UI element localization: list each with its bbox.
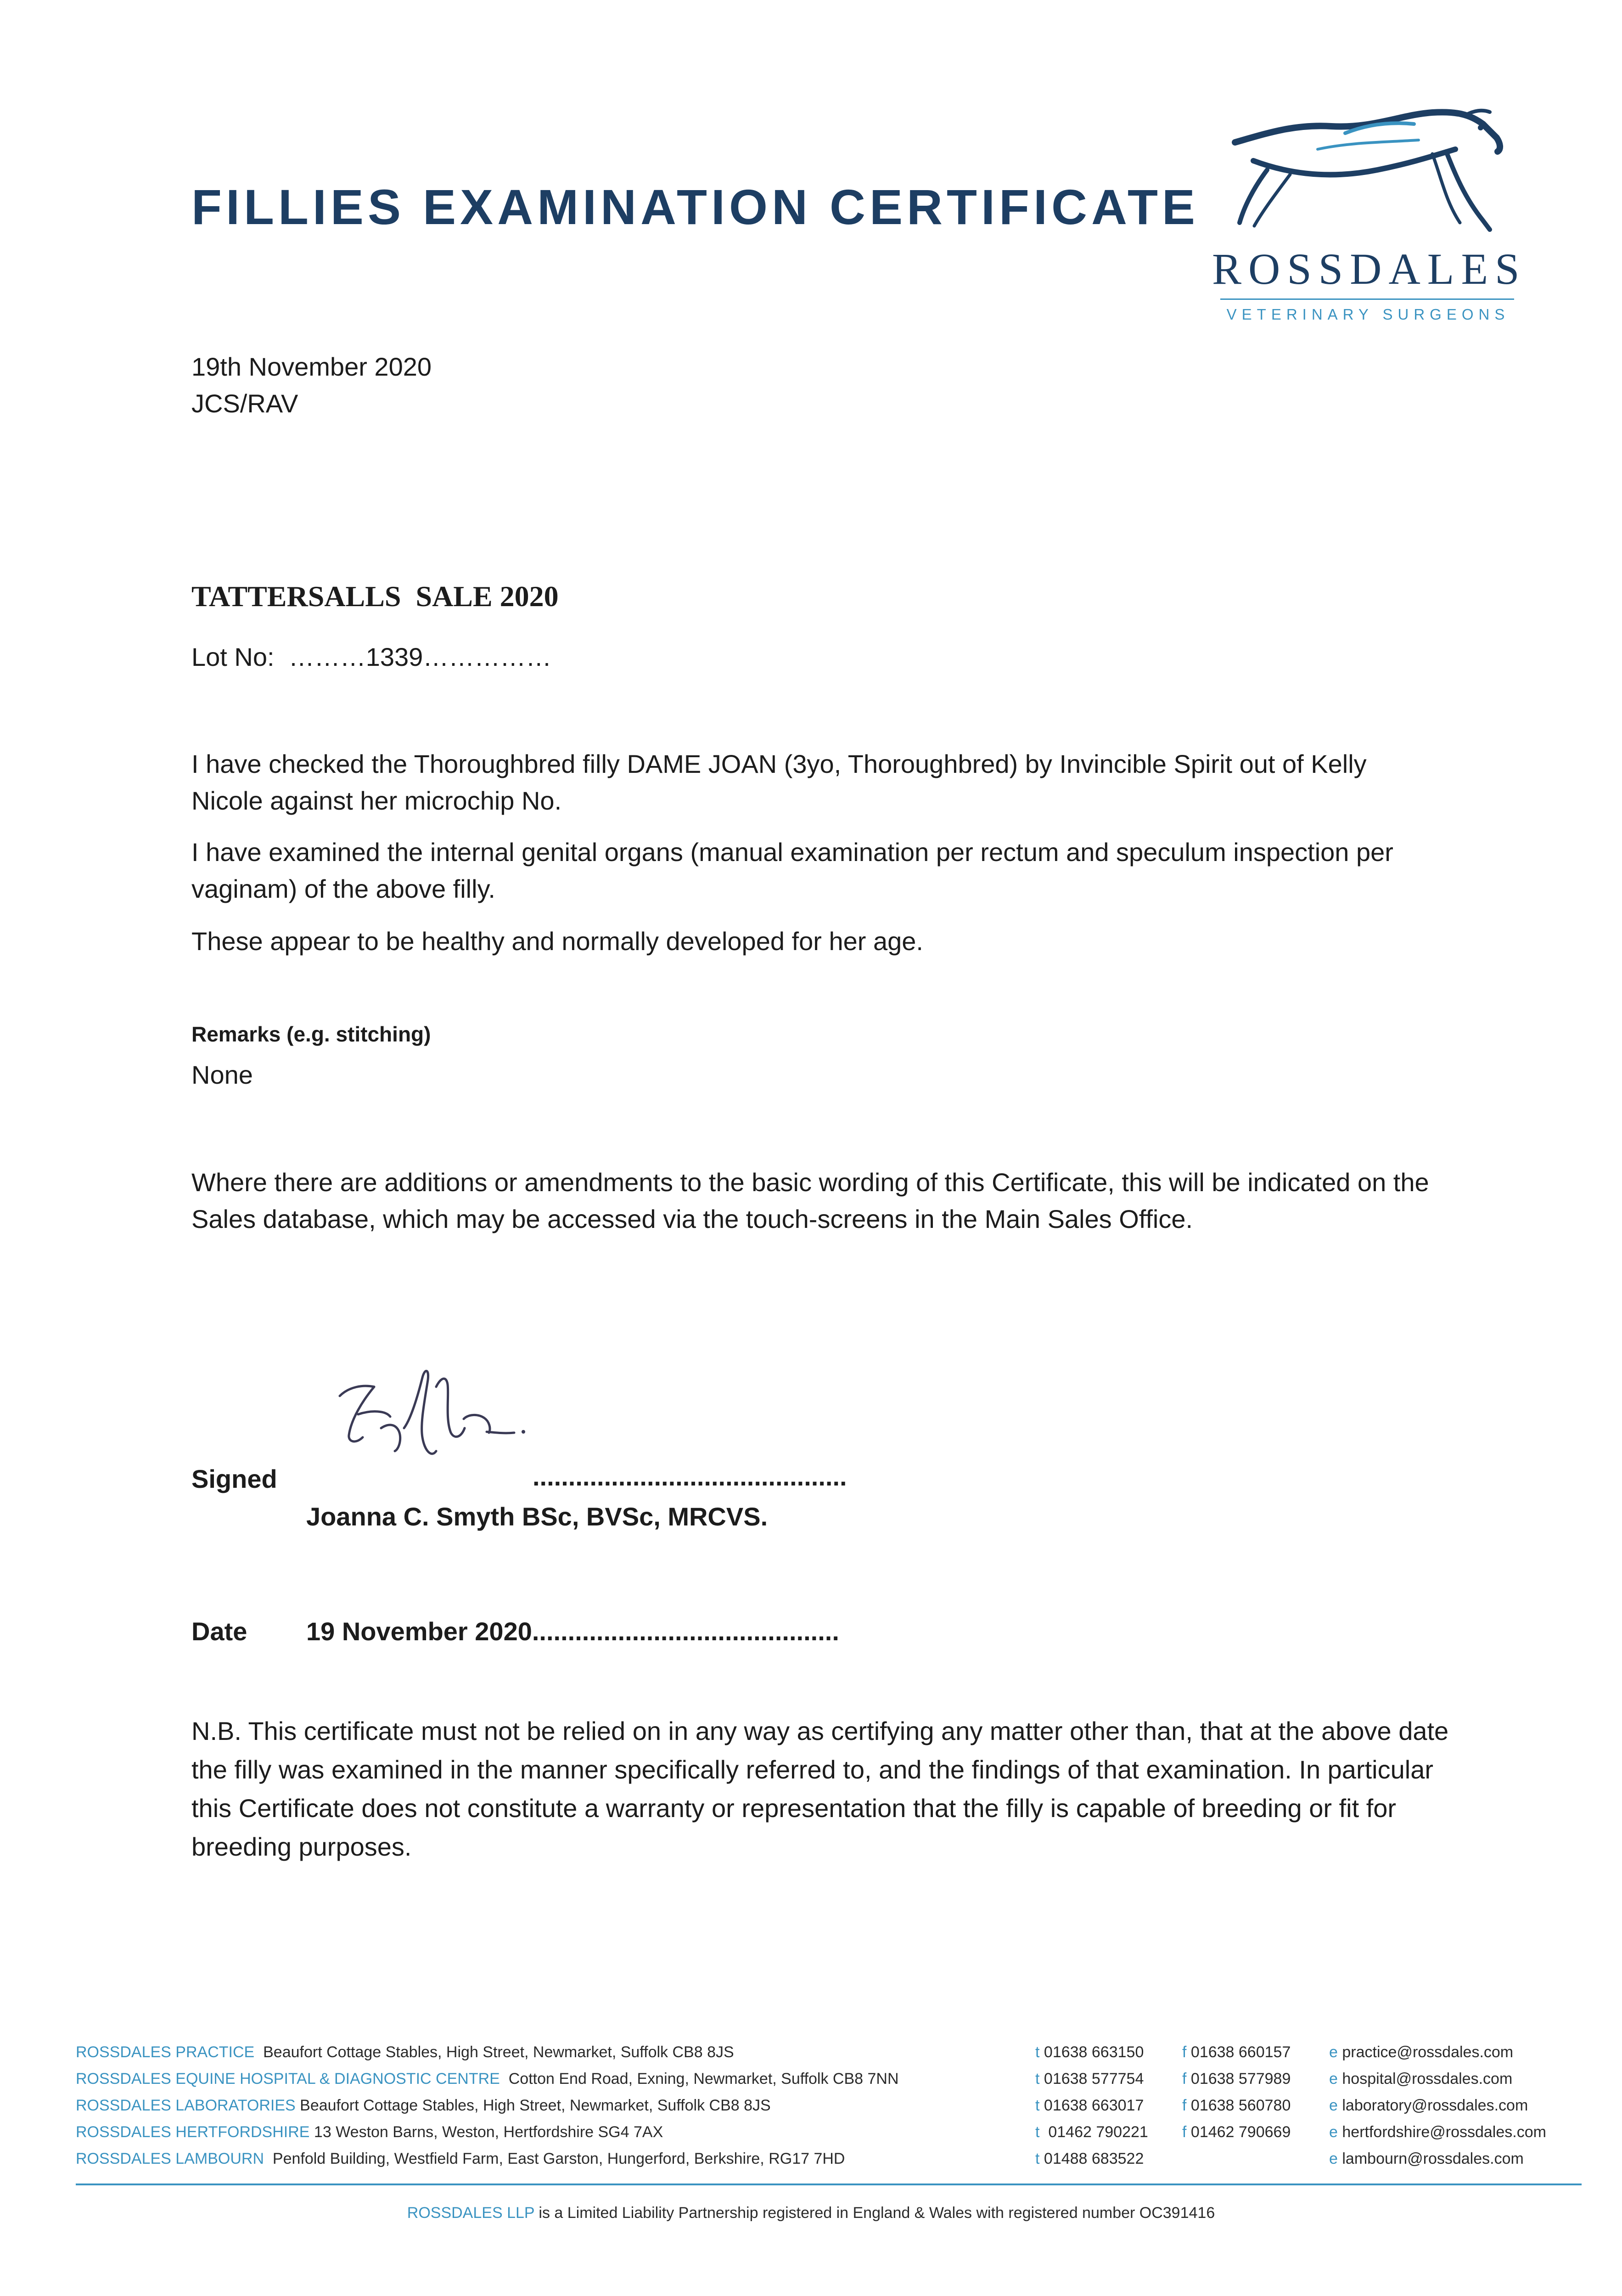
lot-label: Lot No:: [191, 642, 275, 671]
footer-email[interactable]: e laboratory@rossdales.com: [1329, 2097, 1528, 2114]
certificate-title: FILLIES EXAMINATION CERTIFICATE: [191, 179, 1199, 235]
footer-tel: t 01462 790221: [1035, 2123, 1148, 2141]
footer-contacts: [76, 2039, 1591, 2172]
footer-tel: t 01638 663017: [1035, 2097, 1144, 2114]
footer-email[interactable]: e hertfordshire@rossdales.com: [1329, 2123, 1546, 2141]
footer-row: [76, 2119, 1591, 2145]
footer-practice: ROSSDALES LAMBOURN Penfold Building, Westfield Farm, East Garston, Hungerford, Berkshire, RG17 7HD: [76, 2150, 845, 2167]
paragraph-amendments: Where there are additions or amendments to the basic wording of this Certificate, this will be indicated on the Sales database, which may be accessed via the touch-screens in the Main Sales Office.: [191, 1168, 1429, 1233]
sale-heading: TATTERSALLS SALE 2020: [191, 580, 559, 613]
lot-number: [191, 638, 551, 676]
footer-tel: t 01488 683522: [1035, 2150, 1144, 2167]
signatory-name: Joanna C. Smyth BSc, BVSc, MRCVS.: [306, 1502, 768, 1531]
footer-tel: t 01638 663150: [1035, 2043, 1144, 2061]
paragraph-examination: I have examined the internal genital organs (manual examination per rectum and speculum inspection per vaginam) of the above filly.: [191, 838, 1393, 903]
horse-logo-icon: [1226, 106, 1510, 243]
signed-label: Signed: [191, 1464, 277, 1493]
llp-name: ROSSDALES LLP: [407, 2204, 534, 2222]
footer-row: [76, 2039, 1591, 2065]
disclaimer: N.B. This certificate must not be relied on in any way as certifying any matter other than, that at the above date the filly was examined in the manner specifically referred to, and the findings of that examination. In particular this Certificate does not constitute a warranty or representation that the filly is capable of breeding or fit for breeding purposes.: [191, 1716, 1449, 1861]
paragraph-findings: These appear to be healthy and normally developed for her age.: [191, 927, 923, 956]
lot-value: ………1339……………: [288, 642, 552, 671]
remarks-label: Remarks (e.g. stitching): [191, 1022, 431, 1046]
signed-date: [306, 1613, 839, 1650]
date-label: Date: [191, 1617, 247, 1646]
footer-practice: ROSSDALES LABORATORIES Beaufort Cottage Stables, High Street, Newmarket, Suffolk CB8 8JS: [76, 2097, 771, 2114]
remarks-value: None: [191, 1060, 253, 1089]
rossdales-logo: [1212, 106, 1527, 340]
handwritten-signature: [331, 1359, 533, 1469]
date-line: ...........................................: [532, 1617, 839, 1646]
footer-practice: ROSSDALES PRACTICE Beaufort Cottage Stables, High Street, Newmarket, Suffolk CB8 8JS: [76, 2043, 734, 2061]
document-reference: JCS/RAV: [191, 389, 298, 418]
footer-email[interactable]: e practice@rossdales.com: [1329, 2043, 1514, 2061]
footer-row: [76, 2065, 1591, 2092]
document-date: 19th November 2020: [191, 352, 432, 381]
brand-divider: [1220, 298, 1514, 300]
llp-statement: [0, 2200, 1622, 2226]
signed-date-value: 19 November 2020: [306, 1617, 532, 1646]
paragraph-identity-check: I have checked the Thoroughbred filly DAME JOAN (3yo, Thoroughbred) by Invincible Spirit out of Kelly Nicole against her microchip No.: [191, 749, 1367, 815]
footer-email[interactable]: e hospital@rossdales.com: [1329, 2070, 1513, 2088]
footer-row: [76, 2145, 1591, 2172]
footer-practice: ROSSDALES HERTFORDSHIRE 13 Weston Barns, Weston, Hertfordshire SG4 7AX: [76, 2123, 663, 2141]
footer-tel: t 01638 577754: [1035, 2070, 1144, 2088]
footer-row: [76, 2092, 1591, 2119]
footer-fax: f 01638 660157: [1182, 2043, 1291, 2061]
signature-line: ............................................: [533, 1462, 847, 1491]
footer-fax: f 01638 577989: [1182, 2070, 1291, 2088]
footer-practice: ROSSDALES EQUINE HOSPITAL & DIAGNOSTIC CENTRE Cotton End Road, Exning, Newmarket, Suffolk CB8 7NN: [76, 2070, 899, 2088]
brand-name: ROSSDALES: [1212, 244, 1527, 293]
llp-text: is a Limited Liability Partnership registered in England & Wales with registered number OC391416: [539, 2204, 1215, 2222]
footer-divider: [76, 2183, 1582, 2185]
footer-fax: f 01462 790669: [1182, 2123, 1291, 2141]
brand-subtitle: VETERINARY SURGEONS: [1226, 306, 1510, 323]
footer-fax: f 01638 560780: [1182, 2097, 1291, 2114]
footer-email[interactable]: e lambourn@rossdales.com: [1329, 2150, 1524, 2167]
